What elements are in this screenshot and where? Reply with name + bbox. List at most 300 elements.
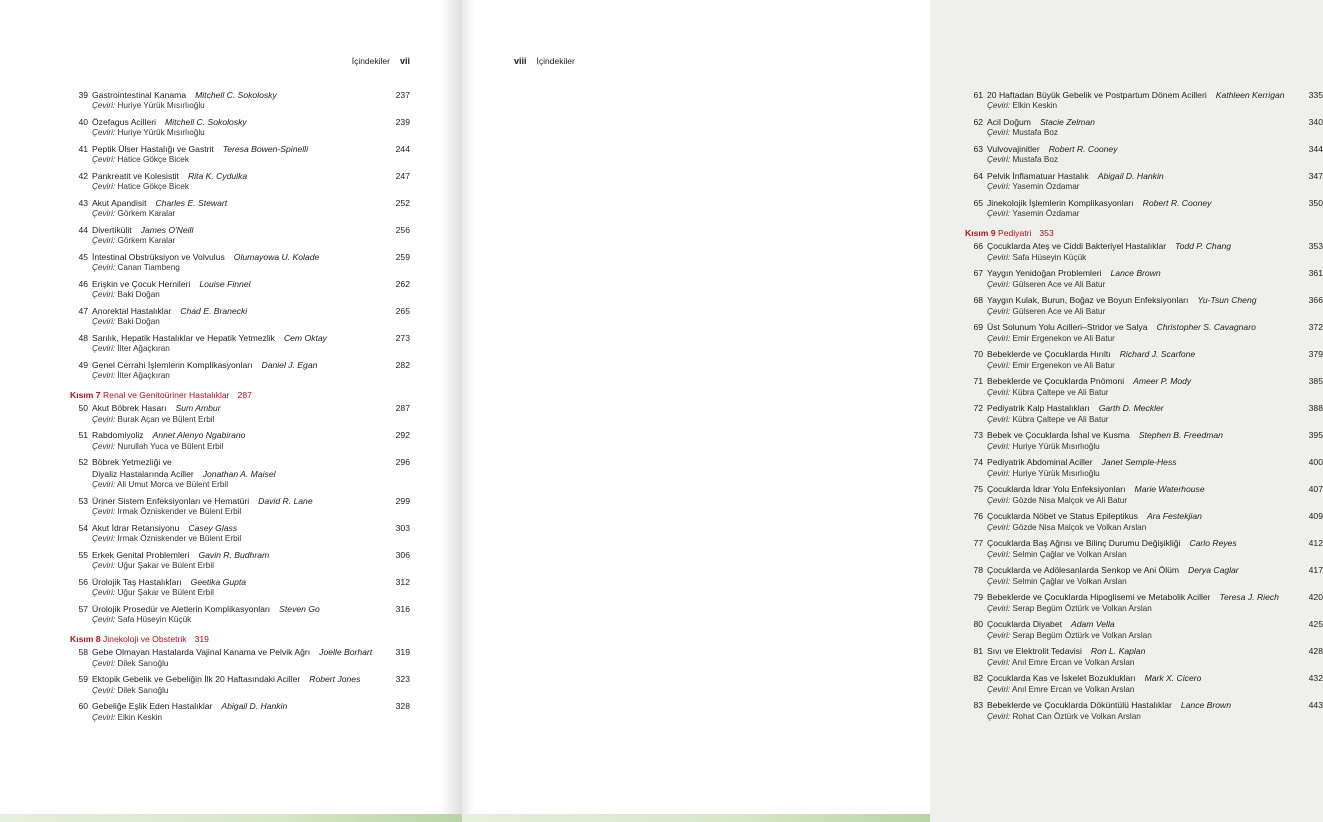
translator-line xyxy=(70,101,372,112)
chapter-author: Stacie Zelman xyxy=(1039,117,1095,127)
chapter-author: Sum Ambur xyxy=(175,403,221,414)
translator-line xyxy=(965,361,1285,372)
chapter-number: 71 xyxy=(973,376,983,387)
toc-entry xyxy=(965,619,1323,641)
chapter-title: Özefagus Acilleri xyxy=(92,117,157,127)
chapter-title: İntestinal Obstrüksiyon ve Volvulus xyxy=(92,252,225,262)
chapter-title: Çocuklarda Diyabet xyxy=(987,619,1062,630)
running-header-right xyxy=(514,56,575,66)
chapter-title: Çocuklarda İdrar Yolu Enfeksiyonları xyxy=(987,484,1126,495)
chapter-number: 77 xyxy=(973,538,983,549)
chapter-author: Annet Alenyo Ngabirano xyxy=(152,430,246,441)
chapter-author: Geetika Gupta xyxy=(190,576,247,587)
chapter-author: Mitchell C. Sokolosky xyxy=(195,90,277,100)
translator-names: Hatice Gökçe Bicek xyxy=(117,155,189,165)
translator-names: Gülseren Ace ve Ali Batur xyxy=(1012,279,1106,289)
entry-line xyxy=(965,700,1285,711)
chapter-author: Garth D. Meckler xyxy=(1098,403,1164,414)
entry-line xyxy=(965,619,1285,630)
toc-entry xyxy=(965,673,1323,695)
chapter-author: Gavin R. Budhram xyxy=(198,549,270,560)
chapter-number: 74 xyxy=(973,457,983,468)
translator-names: Huriye Yürük Mısırlıoğlu xyxy=(117,101,205,111)
running-header-left xyxy=(352,56,410,66)
translator-line xyxy=(965,128,1285,139)
chapter-number: 63 xyxy=(973,144,983,154)
page-number: 273 xyxy=(395,333,410,343)
translator-line xyxy=(965,604,1285,615)
translator-prefix: Çeviri: xyxy=(987,279,1011,289)
chapter-number: 78 xyxy=(973,565,983,576)
toc-entry xyxy=(70,403,410,425)
translator-line xyxy=(965,307,1285,318)
chapter-number: 68 xyxy=(973,295,983,306)
header-title: İçindekiler xyxy=(536,56,575,66)
chapter-title: Divertikülit xyxy=(92,225,132,235)
entry-line xyxy=(70,550,372,561)
translator-names: Görkem Karalar xyxy=(117,209,176,219)
chapter-author: Daniel J. Egan xyxy=(261,360,318,370)
toc-entry xyxy=(70,647,410,669)
page-number: 319 xyxy=(395,647,410,658)
translator-names: Yasemin Özdamar xyxy=(1012,182,1080,192)
entry-line xyxy=(70,333,372,344)
toc-entry xyxy=(965,430,1323,452)
chapter-author: Ron L. Kaplan xyxy=(1090,646,1146,657)
toc-entry xyxy=(70,457,410,490)
chapter-author: Rita K. Cydulka xyxy=(187,171,248,181)
entry-line xyxy=(70,674,372,685)
page-number: 335 xyxy=(1308,90,1323,100)
entry-line xyxy=(70,279,372,290)
translator-line xyxy=(965,496,1285,507)
translator-prefix: Çeviri: xyxy=(92,441,116,451)
entry-line xyxy=(965,430,1285,441)
toc-entry xyxy=(965,592,1323,614)
page-number: 247 xyxy=(395,171,410,181)
translator-line xyxy=(70,128,372,139)
chapter-author: Chad E. Branecki xyxy=(180,306,248,316)
chapter-author: Teresa Bowen-Spinelli xyxy=(222,144,308,154)
translator-names: Burak Açan ve Bülent Erbil xyxy=(117,414,215,424)
chapter-number: 49 xyxy=(78,360,88,370)
entry-line xyxy=(965,592,1285,603)
page-number: 361 xyxy=(1308,268,1323,279)
translator-prefix: Çeviri: xyxy=(987,209,1011,219)
translator-names: Serap Begüm Öztürk ve Volkan Arslan xyxy=(1012,603,1152,613)
page-number: 303 xyxy=(395,522,410,533)
translator-prefix: Çeviri: xyxy=(987,306,1011,316)
section-heading xyxy=(965,228,1323,239)
toc-entry xyxy=(965,241,1323,263)
translator-names: Uğur Şakar ve Bülent Erbil xyxy=(117,561,214,571)
translator-names: Irmak Özniskender ve Bülent Erbil xyxy=(117,507,242,517)
entry-line xyxy=(70,306,372,317)
translator-prefix: Çeviri: xyxy=(987,128,1011,138)
entry-line xyxy=(70,496,372,507)
page-number: 340 xyxy=(1308,117,1323,127)
translator-prefix: Çeviri: xyxy=(987,387,1011,397)
chapter-number: 81 xyxy=(973,646,983,657)
translator-line xyxy=(965,209,1285,220)
translator-line xyxy=(965,182,1285,193)
translator-prefix: Çeviri: xyxy=(987,576,1011,586)
translator-names: Safa Hüseyin Küçük xyxy=(1012,252,1087,262)
header-title: İçindekiler xyxy=(351,56,390,66)
translator-line xyxy=(70,442,372,453)
translator-line xyxy=(965,469,1285,480)
toc-entry xyxy=(965,144,1323,166)
section-heading xyxy=(70,390,410,401)
section-page-number: 287 xyxy=(237,390,252,400)
page-number: 409 xyxy=(1308,511,1323,522)
translator-line xyxy=(70,415,372,426)
chapter-author: Ara Festekjian xyxy=(1146,511,1202,522)
chapter-title: Gebeliğe Eşlik Eden Hastalıklar xyxy=(92,701,213,712)
chapter-number: 80 xyxy=(973,619,983,630)
translator-line xyxy=(70,371,372,382)
chapter-author: Robert Jones xyxy=(309,674,361,685)
chapter-author: Mark X. Cicero xyxy=(1144,673,1202,684)
left-page xyxy=(0,0,462,822)
chapter-author: Derya Caglar xyxy=(1188,565,1239,576)
section-page-number: 353 xyxy=(1039,228,1054,238)
toc-entry xyxy=(70,430,410,452)
translator-names: Serap Begüm Öztürk ve Volkan Arslan xyxy=(1012,630,1152,640)
translator-line xyxy=(70,686,372,697)
translator-prefix: Çeviri: xyxy=(987,101,1011,111)
entry-line xyxy=(70,225,372,236)
translator-prefix: Çeviri: xyxy=(92,414,116,424)
translator-prefix: Çeviri: xyxy=(92,290,116,300)
translator-line xyxy=(965,550,1285,561)
page-gutter-shadow xyxy=(440,0,462,822)
translator-names: İlter Ağaçkıran xyxy=(117,371,170,381)
toc-entry xyxy=(965,171,1323,193)
translator-names: Yasemin Özdamar xyxy=(1012,209,1080,219)
page-number: 347 xyxy=(1308,171,1323,181)
chapter-title: Çocuklarda ve Adölesanlarda Senkop ve Ani Ölüm xyxy=(987,565,1180,576)
chapter-author: Todd P. Chang xyxy=(1175,241,1232,252)
page-gutter-shadow xyxy=(462,0,474,822)
page-number: 259 xyxy=(395,252,410,262)
chapter-author: Ameer P. Mody xyxy=(1133,376,1192,387)
chapter-title: Bebeklerde ve Çocuklarda Hipoglisemi ve Metabolik Aciller xyxy=(987,592,1211,603)
chapter-title: Jinekolojik İşlemlerin Komplikasyonları xyxy=(987,198,1134,208)
chapter-title: Gebe Olmayan Hastalarda Vajinal Kanama ve Pelvik Ağrı xyxy=(92,647,311,658)
toc-list-right xyxy=(965,90,1323,727)
page-number: 244 xyxy=(395,144,410,154)
chapter-title: Erkek Genital Problemleri xyxy=(92,549,190,560)
section-heading xyxy=(70,634,410,645)
chapter-title: Sıvı ve Elektrolit Tedavisi xyxy=(987,646,1082,657)
translator-prefix: Çeviri: xyxy=(92,588,116,598)
translator-names: Dilek Sarıoğlu xyxy=(117,658,169,668)
entry-line xyxy=(70,469,372,480)
translator-line xyxy=(965,334,1285,345)
translator-line xyxy=(965,101,1285,112)
translator-prefix: Çeviri: xyxy=(92,101,116,111)
translator-line xyxy=(70,480,372,491)
translator-prefix: Çeviri: xyxy=(92,317,116,327)
chapter-author: Stephen B. Freedman xyxy=(1138,430,1223,441)
translator-names: Görkem Karalar xyxy=(117,236,176,246)
chapter-number: 73 xyxy=(973,430,983,441)
translator-line xyxy=(965,155,1285,166)
chapter-number: 41 xyxy=(78,144,88,154)
translator-prefix: Çeviri: xyxy=(987,495,1011,505)
page-number: 282 xyxy=(395,360,410,370)
toc-entry xyxy=(965,403,1323,425)
chapter-number: 43 xyxy=(78,198,88,208)
toc-entry xyxy=(965,484,1323,506)
entry-line xyxy=(70,117,372,128)
chapter-author: Casey Glass xyxy=(188,522,238,533)
translator-prefix: Çeviri: xyxy=(92,561,116,571)
chapter-author: Abigail D. Hankin xyxy=(221,701,288,712)
translator-line xyxy=(965,577,1285,588)
chapter-title: Yaygın Yenidoğan Problemleri xyxy=(987,268,1102,279)
chapter-author: Lance Brown xyxy=(1110,268,1161,279)
translator-prefix: Çeviri: xyxy=(92,128,116,138)
chapter-title: Ektopik Gebelik ve Gebeliğin İlk 20 Haftasındaki Aciller xyxy=(92,674,301,685)
entry-line xyxy=(965,241,1285,252)
chapter-number: 70 xyxy=(973,349,983,360)
bottom-decoration xyxy=(462,814,930,822)
chapter-number: 52 xyxy=(78,457,88,468)
translator-line xyxy=(70,209,372,220)
chapter-number: 47 xyxy=(78,306,88,316)
toc-entry xyxy=(965,322,1323,344)
translator-names: Mustafa Boz xyxy=(1012,128,1058,138)
chapter-title: Gastrointestinal Kanama xyxy=(92,90,187,100)
section-title: Jinekoloji ve Obstetrik xyxy=(102,633,187,644)
translator-names: Irmak Özniskender ve Bülent Erbil xyxy=(117,534,242,544)
translator-names: Baki Doğan xyxy=(117,290,160,300)
toc-entry xyxy=(965,268,1323,290)
translator-names: Canan Tiambeng xyxy=(117,263,180,273)
toc-entry xyxy=(70,90,410,112)
page-number: 412 xyxy=(1308,538,1323,549)
translator-line xyxy=(70,615,372,626)
page-number: 265 xyxy=(395,306,410,316)
translator-prefix: Çeviri: xyxy=(92,507,116,517)
entry-line xyxy=(70,701,372,712)
translator-names: Emir Ergenekon ve Ali Batur xyxy=(1012,333,1115,343)
chapter-title: Akut İdrar Retansiyonu xyxy=(92,522,180,533)
translator-names: Huriye Yürük Mısırlıoğlu xyxy=(1012,441,1100,451)
chapter-number: 79 xyxy=(973,592,983,603)
translator-prefix: Çeviri: xyxy=(92,480,116,490)
chapter-author: Kathleen Kerrigan xyxy=(1215,90,1285,100)
translator-prefix: Çeviri: xyxy=(987,441,1011,451)
translator-line xyxy=(965,712,1285,723)
toc-entry xyxy=(965,511,1323,533)
chapter-author: Adam Vella xyxy=(1071,619,1115,630)
page-number: 407 xyxy=(1308,484,1323,495)
entry-line xyxy=(70,403,372,414)
chapter-author: James O'Neill xyxy=(140,225,194,235)
toc-entry xyxy=(965,565,1323,587)
page-number: 328 xyxy=(395,701,410,712)
entry-line xyxy=(965,198,1285,209)
translator-line xyxy=(965,685,1285,696)
entry-line xyxy=(965,484,1285,495)
toc-entry xyxy=(965,700,1323,722)
translator-prefix: Çeviri: xyxy=(92,371,116,381)
translator-line xyxy=(965,415,1285,426)
translator-names: Hatice Gökçe Bicek xyxy=(117,182,189,192)
chapter-number: 69 xyxy=(973,322,983,333)
entry-line xyxy=(965,322,1285,333)
toc-entry xyxy=(965,457,1323,479)
translator-prefix: Çeviri: xyxy=(987,657,1011,667)
page-number: 350 xyxy=(1308,198,1323,208)
chapter-title: Pankreatit ve Kolesistit xyxy=(92,171,179,181)
page-number: 366 xyxy=(1308,295,1323,306)
translator-line xyxy=(70,317,372,328)
page-number: 316 xyxy=(395,603,410,614)
toc-entry xyxy=(965,349,1323,371)
translator-prefix: Çeviri: xyxy=(987,522,1011,532)
section-label: Kısım 8 xyxy=(70,633,101,644)
chapter-number: 51 xyxy=(78,430,88,441)
entry-line xyxy=(70,198,372,209)
chapter-number: 65 xyxy=(973,198,983,208)
chapter-title: Üst Solunum Yolu Acilleri–Stridor ve Salya xyxy=(987,322,1148,333)
chapter-number: 66 xyxy=(973,241,983,252)
chapter-title: Pediyatrik Abdominal Aciller xyxy=(987,457,1093,468)
translator-names: Kübra Çaltepe ve Ali Batur xyxy=(1012,414,1109,424)
chapter-author: David R. Lane xyxy=(258,495,313,506)
translator-line xyxy=(70,182,372,193)
page-number: 417 xyxy=(1308,565,1323,576)
chapter-title: Peptik Ülser Hastalığı ve Gastrit xyxy=(92,144,214,154)
translator-line xyxy=(70,534,372,545)
translator-prefix: Çeviri: xyxy=(987,468,1011,478)
translator-line xyxy=(965,442,1285,453)
chapter-number: 82 xyxy=(973,673,983,684)
page-number: 292 xyxy=(395,430,410,441)
chapter-title: Bebeklerde ve Çocuklarda Döküntülü Hastalıklar xyxy=(987,700,1172,711)
chapter-number: 44 xyxy=(78,225,88,235)
toc-entry xyxy=(70,117,410,139)
toc-entry xyxy=(70,333,410,355)
toc-entry xyxy=(965,117,1323,139)
translator-line xyxy=(70,344,372,355)
chapter-title: Pelvik İnflamatuar Hastalık xyxy=(987,171,1089,181)
entry-line xyxy=(70,360,372,371)
translator-prefix: Çeviri: xyxy=(987,711,1011,721)
translator-names: Anıl Emre Ercan ve Volkan Arslan xyxy=(1012,684,1135,694)
toc-entry xyxy=(70,701,410,723)
chapter-number: 67 xyxy=(973,268,983,279)
translator-line xyxy=(965,280,1285,291)
chapter-title: Çocuklarda Baş Ağrısı ve Bilinç Durumu Değişikliği xyxy=(987,538,1181,549)
right-page xyxy=(462,0,1323,822)
translator-names: Gözde Nisa Malçok ve Volkan Arslan xyxy=(1012,522,1147,532)
chapter-title: Sarılık, Hepatik Hastalıklar ve Hepatik Yetmezlik xyxy=(92,333,275,343)
translator-line xyxy=(70,659,372,670)
translator-names: İlter Ağaçkıran xyxy=(117,344,170,354)
chapter-number: 75 xyxy=(973,484,983,495)
chapter-author: Charles E. Stewart xyxy=(155,198,228,208)
chapter-number: 57 xyxy=(78,603,88,614)
entry-line xyxy=(70,252,372,263)
translator-names: Rohat Can Öztürk ve Volkan Arslan xyxy=(1012,711,1141,721)
header-page-number: vii xyxy=(399,56,410,66)
chapter-author: Lance Brown xyxy=(1180,700,1232,711)
toc-entry xyxy=(70,577,410,599)
chapter-title: Bebek ve Çocuklarda İshal ve Kusma xyxy=(987,430,1130,441)
translator-prefix: Çeviri: xyxy=(987,155,1011,165)
chapter-number: 76 xyxy=(973,511,983,522)
translator-names: Gülseren Ace ve Ali Batur xyxy=(1012,306,1106,316)
chapter-number: 59 xyxy=(78,674,88,685)
translator-names: Mustafa Boz xyxy=(1012,155,1058,165)
entry-line xyxy=(70,171,372,182)
entry-line xyxy=(965,268,1285,279)
chapter-number: 55 xyxy=(78,549,88,560)
chapter-number: 61 xyxy=(973,90,983,100)
bottom-decoration xyxy=(0,814,462,822)
toc-entry xyxy=(965,538,1323,560)
page-number: 344 xyxy=(1308,144,1323,154)
toc-entry xyxy=(70,496,410,518)
toc-entry xyxy=(70,306,410,328)
chapter-title: Böbrek Yetmezliği ve xyxy=(92,457,172,468)
page-number: 239 xyxy=(395,117,410,127)
translator-prefix: Çeviri: xyxy=(92,155,116,165)
toc-entry xyxy=(70,252,410,274)
toc-entry xyxy=(70,279,410,301)
chapter-author: Abigail D. Hankin xyxy=(1097,171,1164,181)
chapter-title: Akut Böbrek Hasarı xyxy=(92,403,167,414)
page-number: 432 xyxy=(1308,673,1323,684)
translator-prefix: Çeviri: xyxy=(92,712,116,722)
chapter-title: 20 Haftadan Büyük Gebelik ve Postpartum Dönem Acilleri xyxy=(987,90,1207,100)
translator-names: Anıl Emre Ercan ve Volkan Arslan xyxy=(1012,657,1135,667)
translator-line xyxy=(965,523,1285,534)
page-number: 296 xyxy=(395,457,410,468)
translator-line xyxy=(965,658,1285,669)
translator-names: Selmin Çağlar ve Volkan Arslan xyxy=(1012,549,1127,559)
entry-line xyxy=(965,538,1285,549)
translator-prefix: Çeviri: xyxy=(92,685,116,695)
section-page-number: 319 xyxy=(194,633,209,644)
page-number: 372 xyxy=(1308,322,1323,333)
entry-line xyxy=(70,577,372,588)
translator-prefix: Çeviri: xyxy=(987,684,1011,694)
chapter-title: Bebeklerde ve Çocuklarda Hırıltı xyxy=(987,349,1111,360)
translator-prefix: Çeviri: xyxy=(987,549,1011,559)
toc-entry xyxy=(70,144,410,166)
page-number: 306 xyxy=(395,549,410,560)
entry-line xyxy=(70,523,372,534)
chapter-number: 39 xyxy=(78,90,88,100)
chapter-title-continued: Diyaliz Hastalarında Aciller xyxy=(92,468,194,479)
translator-names: Nurullah Yuca ve Bülent Erbil xyxy=(117,441,224,451)
toc-entry xyxy=(70,604,410,626)
entry-line xyxy=(70,430,372,441)
entry-line xyxy=(70,647,372,658)
chapter-number: 72 xyxy=(973,403,983,414)
page-number: 420 xyxy=(1308,592,1323,603)
entry-line xyxy=(70,604,372,615)
translator-names: Selmin Çağlar ve Volkan Arslan xyxy=(1012,576,1127,586)
translator-prefix: Çeviri: xyxy=(987,252,1011,262)
chapter-author: Robert R. Cooney xyxy=(1142,198,1212,208)
